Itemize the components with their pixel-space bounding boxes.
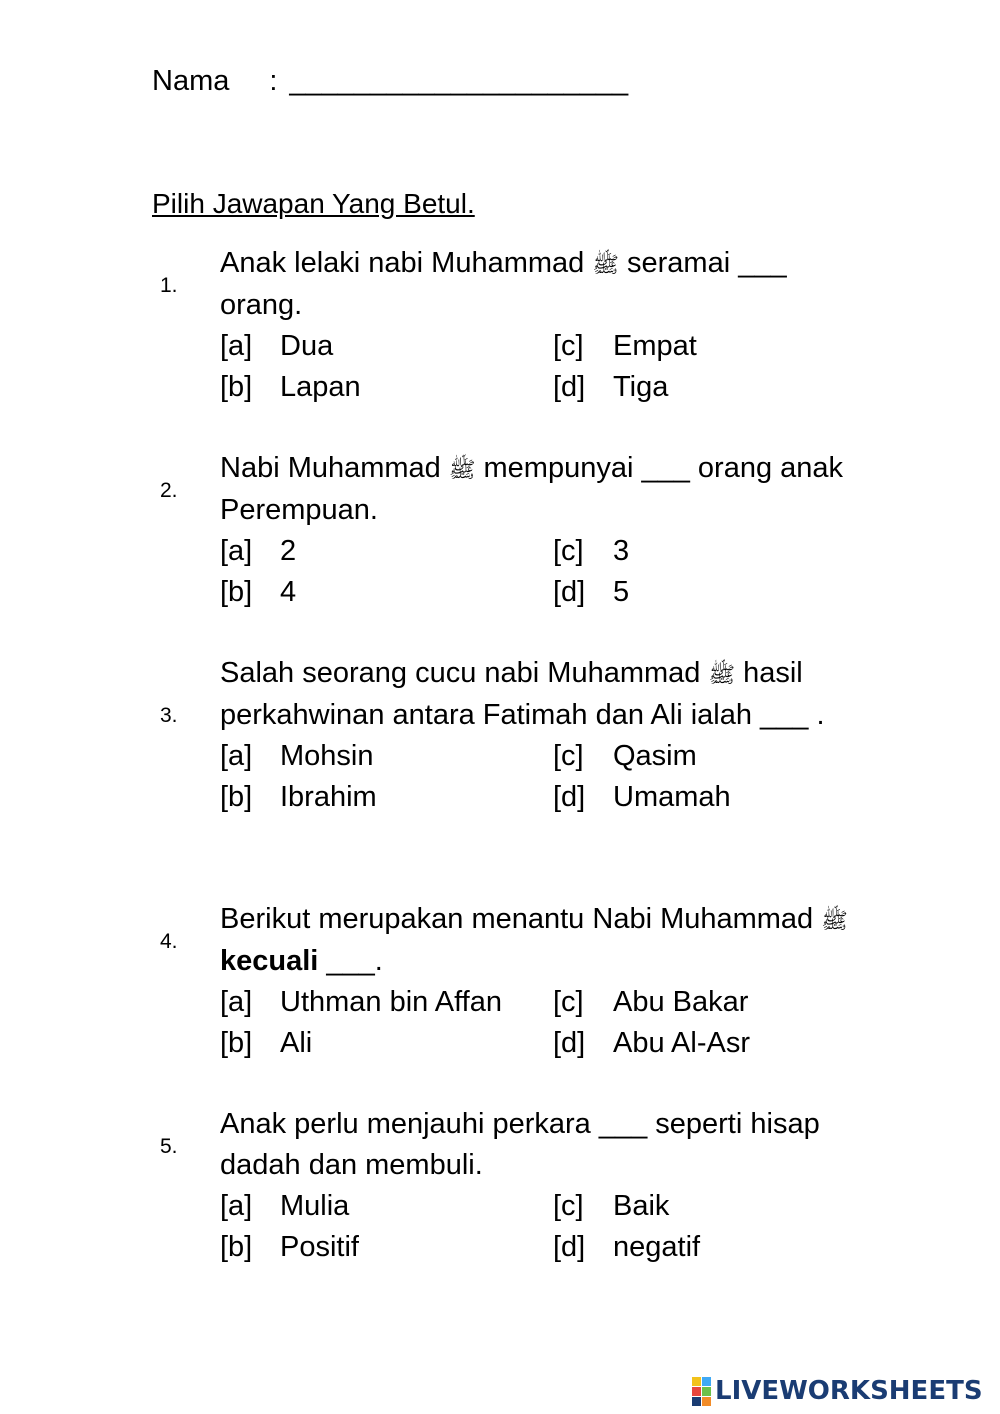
question-text-part: mempunyai ___ orang anak Perempuan. <box>220 452 844 526</box>
option-b[interactable] <box>220 367 553 408</box>
option-text: Baik <box>613 1190 670 1222</box>
option-text: Uthman bin Affan <box>280 986 502 1018</box>
pbuh-symbol: ﷺ <box>592 252 619 277</box>
option-a[interactable] <box>220 736 553 777</box>
option-b[interactable] <box>220 1023 553 1064</box>
option-d[interactable] <box>553 777 853 818</box>
name-label: Nama <box>152 65 230 97</box>
option-a[interactable] <box>220 982 553 1023</box>
option-b[interactable] <box>220 572 553 613</box>
question-text-part: Berikut merupakan menantu Nabi Muhammad <box>220 903 822 935</box>
pbuh-symbol: ﷺ <box>821 908 848 933</box>
option-letter: [d] <box>553 781 586 813</box>
option-d[interactable] <box>553 1227 853 1268</box>
option-text: Mulia <box>280 1190 350 1222</box>
liveworksheets-logo <box>692 1376 983 1406</box>
option-text: 2 <box>280 535 297 567</box>
question-text <box>220 448 860 531</box>
logo-square <box>702 1377 711 1386</box>
option-text: Abu Al-Asr <box>613 1027 750 1059</box>
option-text: 4 <box>280 576 297 608</box>
question-number: 4. <box>160 930 178 953</box>
option-text: negatif <box>613 1231 701 1263</box>
option-letter: [a] <box>220 986 253 1018</box>
pbuh-symbol: ﷺ <box>708 662 736 687</box>
option-letter: [c] <box>553 535 584 567</box>
option-letter: [d] <box>553 576 586 608</box>
option-c[interactable] <box>553 326 853 367</box>
question-number: 5. <box>160 1135 178 1158</box>
option-text: Dua <box>280 330 334 362</box>
option-text: Umamah <box>613 781 731 813</box>
option-a[interactable] <box>220 1186 553 1227</box>
option-c[interactable] <box>553 1186 853 1227</box>
option-text: Ali <box>280 1027 313 1059</box>
option-letter: [b] <box>220 1027 253 1059</box>
emphasis-kecuali: kecuali <box>220 945 319 977</box>
options-grid <box>220 982 860 1064</box>
question-body <box>220 899 860 1064</box>
question-text-part: Anak perlu menjauhi perkara ___ seperti hisap dadah dan membuli. <box>220 1108 820 1181</box>
option-letter: [c] <box>553 330 584 362</box>
logo-square <box>692 1397 701 1406</box>
option-letter: [c] <box>553 986 584 1018</box>
question-text <box>220 1104 860 1186</box>
question-text <box>220 899 860 982</box>
option-a[interactable] <box>220 326 553 367</box>
option-letter: [b] <box>220 781 253 813</box>
option-letter: [b] <box>220 371 253 403</box>
logo-square <box>702 1397 711 1406</box>
question-text-part: ___. <box>318 945 383 977</box>
question-body <box>220 243 860 408</box>
option-d[interactable] <box>553 1023 853 1064</box>
option-letter: [a] <box>220 1190 253 1222</box>
option-text: 3 <box>613 535 630 567</box>
name-row <box>152 62 628 100</box>
option-text: Qasim <box>613 740 697 772</box>
question-number: 1. <box>160 274 178 297</box>
question-text <box>220 653 860 736</box>
option-letter: [a] <box>220 330 253 362</box>
question-text-part: Nabi Muhammad <box>220 452 449 484</box>
option-letter: [c] <box>553 740 584 772</box>
options-grid <box>220 531 860 613</box>
options-grid <box>220 736 860 818</box>
option-letter: [a] <box>220 535 253 567</box>
option-letter: [b] <box>220 576 253 608</box>
option-text: Lapan <box>280 371 361 403</box>
question-text-part: seramai ___ orang. <box>220 247 787 321</box>
question-number: 3. <box>160 704 178 727</box>
question-body <box>220 653 860 818</box>
options-grid <box>220 1186 860 1268</box>
pbuh-symbol: ﷺ <box>448 457 476 482</box>
logo-square <box>692 1387 701 1396</box>
options-grid <box>220 326 860 408</box>
option-letter: [d] <box>553 1231 586 1263</box>
option-text: Abu Bakar <box>613 986 749 1018</box>
option-text: Tiga <box>613 371 669 403</box>
option-d[interactable] <box>553 572 853 613</box>
logo-square <box>692 1377 701 1386</box>
option-letter: [d] <box>553 1027 586 1059</box>
option-text: Ibrahim <box>280 781 377 813</box>
option-letter: [b] <box>220 1231 253 1263</box>
option-letter: [c] <box>553 1190 584 1222</box>
option-text: Positif <box>280 1231 359 1263</box>
option-letter: [a] <box>220 740 253 772</box>
option-c[interactable] <box>553 736 853 777</box>
option-c[interactable] <box>553 531 853 572</box>
option-text: Empat <box>613 330 697 362</box>
instruction-heading: Pilih Jawapan Yang Betul. <box>152 188 475 219</box>
option-b[interactable] <box>220 1227 553 1268</box>
logo-text: LIVEWORKSHEETS <box>715 1376 983 1406</box>
option-letter: [d] <box>553 371 586 403</box>
option-text: Mohsin <box>280 740 374 772</box>
question-text-part: hasil perkahwinan antara Fatimah dan Ali ialah ___ . <box>220 657 825 731</box>
option-d[interactable] <box>553 367 853 408</box>
question-text <box>220 243 860 326</box>
liveworksheets-logo-icon <box>692 1377 711 1406</box>
logo-square <box>702 1387 711 1396</box>
option-c[interactable] <box>553 982 853 1023</box>
question-text-part: Salah seorang cucu nabi Muhammad <box>220 657 709 689</box>
question-body <box>220 448 860 613</box>
name-colon: : <box>269 65 278 97</box>
question-number: 2. <box>160 479 178 502</box>
question-text-part: Anak lelaki nabi Muhammad <box>220 247 593 279</box>
option-a[interactable] <box>220 531 553 572</box>
name-blank-line[interactable]: _____________________ <box>289 65 629 97</box>
question-body <box>220 1104 860 1268</box>
option-b[interactable] <box>220 777 553 818</box>
option-text: 5 <box>613 576 630 608</box>
